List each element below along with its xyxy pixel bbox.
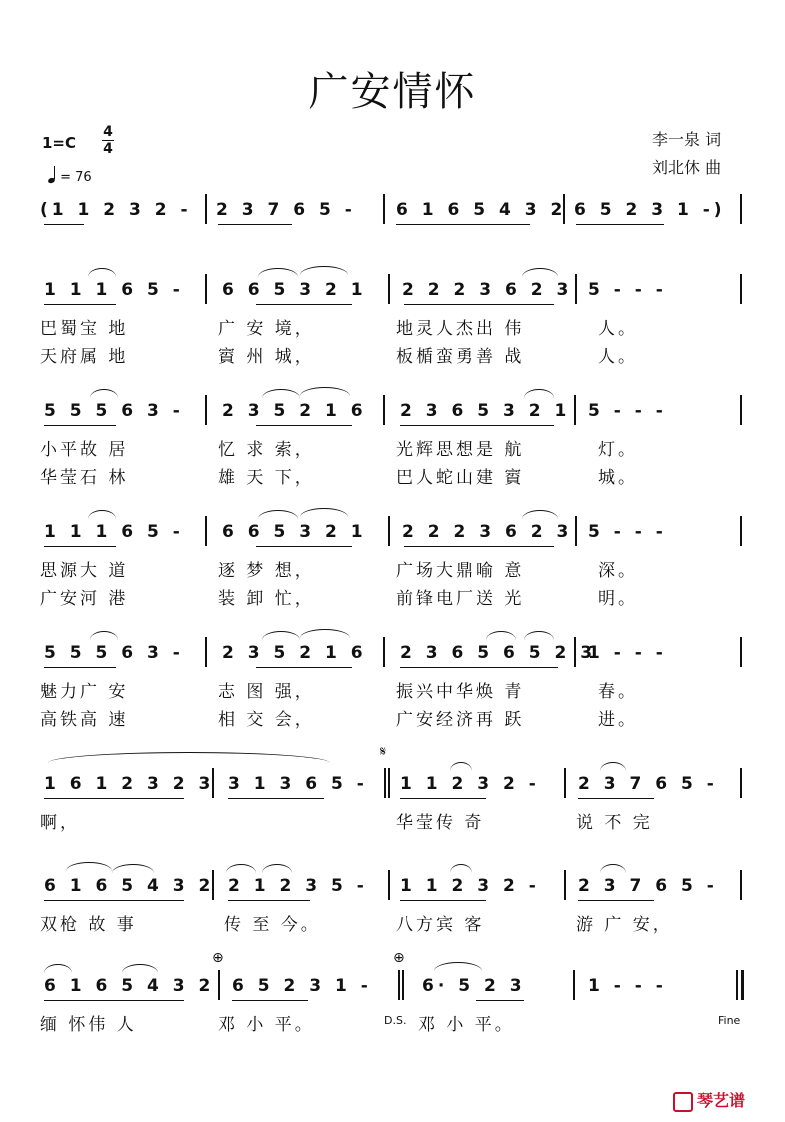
lyric-phrase: 魅力广 安 bbox=[40, 682, 129, 702]
barline bbox=[205, 395, 207, 425]
lyric-phrase: 板楯蛮勇善 战 bbox=[396, 347, 525, 367]
measure: 5 - - - bbox=[588, 280, 667, 300]
beam-underline bbox=[44, 900, 184, 901]
lyric-phrase: 华莹传 奇 bbox=[396, 813, 485, 833]
measure: 2 1 2 3 5 - bbox=[228, 876, 368, 896]
lyric-phrase: 光辉思想是 航 bbox=[396, 440, 525, 460]
lyric-phrase: 游 广 安， bbox=[576, 915, 673, 935]
lyric-phrase: 深。 bbox=[598, 561, 638, 581]
measure: 2 3 7 6 5 - bbox=[578, 876, 718, 896]
barline bbox=[384, 768, 386, 798]
barline bbox=[740, 870, 742, 900]
beam-underline bbox=[44, 1000, 184, 1001]
barline bbox=[575, 516, 577, 546]
barline bbox=[564, 870, 566, 900]
lyric-phrase: 广 安 境， bbox=[218, 319, 315, 339]
beam-underline bbox=[228, 798, 324, 799]
logo-icon bbox=[673, 1092, 693, 1112]
measure: 6 5 2 3 1 - bbox=[232, 976, 372, 996]
barline bbox=[573, 970, 575, 1000]
barline bbox=[218, 970, 220, 1000]
lyric-phrase: 春。 bbox=[598, 682, 638, 702]
lyric-phrase: 振兴中华焕 青 bbox=[396, 682, 525, 702]
notes-row bbox=[34, 280, 667, 306]
site-logo bbox=[673, 1088, 745, 1112]
lyric-phrase: 志 图 强， bbox=[218, 682, 315, 702]
lyric-phrase: 前锋电厂送 光 bbox=[396, 589, 525, 609]
beam-underline bbox=[44, 224, 84, 225]
notes-row bbox=[34, 200, 774, 226]
measure: 6 5 2 3 1 -) bbox=[574, 200, 726, 220]
beam-underline bbox=[576, 224, 664, 225]
barline bbox=[402, 970, 404, 1000]
lyric-phrase: 传 至 今。 bbox=[224, 915, 321, 935]
lyric-phrase: 忆 求 索， bbox=[218, 440, 315, 460]
time-signature-bottom: 4 bbox=[103, 141, 113, 157]
tempo-marking bbox=[48, 168, 92, 185]
lyric-phrase: 灯。 bbox=[598, 440, 638, 460]
barline bbox=[388, 274, 390, 304]
lyric-phrase: 人。 bbox=[598, 347, 638, 367]
lyric-phrase: 广场大鼎喻 意 bbox=[396, 561, 525, 581]
beam-underline bbox=[44, 798, 184, 799]
measure: 5 5 5 6 3 - bbox=[44, 401, 184, 421]
lyric-phrase: 邓 小 平。 bbox=[418, 1015, 515, 1035]
barline bbox=[740, 516, 742, 546]
barline bbox=[383, 395, 385, 425]
beam-underline bbox=[400, 798, 486, 799]
lyric-phrase: 小平故 居 bbox=[40, 440, 129, 460]
measure: 2 3 7 6 5 - bbox=[216, 200, 356, 220]
barline bbox=[740, 274, 742, 304]
lyric-phrase: 巴蜀宝 地 bbox=[40, 319, 129, 339]
measure: 6 1 6 5 4 3 2 bbox=[44, 976, 215, 996]
barline bbox=[388, 870, 390, 900]
beam-underline bbox=[400, 667, 558, 668]
barline bbox=[740, 395, 742, 425]
barline bbox=[740, 768, 742, 798]
notes-row bbox=[34, 401, 667, 427]
beam-underline bbox=[256, 667, 352, 668]
beam-underline bbox=[476, 1000, 524, 1001]
notes-row bbox=[34, 774, 718, 800]
barline bbox=[736, 970, 738, 1000]
notes-row bbox=[34, 876, 718, 902]
lyric-phrase: 思源大 道 bbox=[40, 561, 129, 581]
composer-credit: 刘北休 曲 bbox=[652, 158, 722, 177]
barline bbox=[398, 970, 400, 1000]
lyric-phrase: 明。 bbox=[598, 589, 638, 609]
lyric-phrase: 雄 天 下， bbox=[218, 468, 315, 488]
lyric-phrase: 说 不 完 bbox=[576, 813, 653, 833]
measure: 1 1 2 3 2 - bbox=[400, 876, 540, 896]
lyric-phrase: 相 交 会， bbox=[218, 710, 315, 730]
time-signature bbox=[100, 124, 116, 157]
measure: 2 3 6 5 3 2 1 bbox=[400, 401, 571, 421]
measure: 1 1 1 6 5 - bbox=[44, 280, 184, 300]
barline bbox=[205, 274, 207, 304]
lyric-phrase: 城。 bbox=[598, 468, 638, 488]
lyric-phrase: 賨 州 城， bbox=[218, 347, 315, 367]
measure: 3 1 3 6 5 - bbox=[228, 774, 368, 794]
measure: 2 2 2 3 6 2 3 bbox=[402, 280, 573, 300]
beam-underline bbox=[578, 900, 654, 901]
final-barline bbox=[741, 970, 744, 1000]
lyric-phrase: 啊， bbox=[40, 813, 80, 833]
beam-underline bbox=[44, 304, 116, 305]
lyric-phrase: 高铁高 速 bbox=[40, 710, 129, 730]
measure: 1 1 2 3 2 - bbox=[400, 774, 540, 794]
lyric-phrase: 逐 梦 想， bbox=[218, 561, 315, 581]
barline bbox=[388, 516, 390, 546]
coda-icon: ⊕ bbox=[393, 950, 405, 966]
time-signature-top: 4 bbox=[103, 124, 113, 140]
key-signature: 1=C bbox=[42, 134, 77, 152]
barline bbox=[574, 395, 576, 425]
notes-row bbox=[34, 522, 667, 548]
beam-underline bbox=[44, 667, 116, 668]
measure: 1 1 1 6 5 - bbox=[44, 522, 184, 542]
notes-row bbox=[34, 976, 667, 1002]
barline bbox=[564, 768, 566, 798]
measure: 1 6 1 2 3 2 3 bbox=[44, 774, 215, 794]
logo-text: 琴艺谱 bbox=[696, 1091, 745, 1110]
measure: 2 3 5 2 1 6 bbox=[222, 643, 367, 663]
measure: 1 - - - bbox=[588, 976, 667, 996]
note-stem bbox=[54, 166, 55, 179]
measure: 2 3 7 6 5 - bbox=[578, 774, 718, 794]
lyric-phrase: 天府属 地 bbox=[40, 347, 129, 367]
beam-underline bbox=[404, 546, 554, 547]
barline bbox=[388, 768, 390, 798]
measure: 2 2 2 3 6 2 3 bbox=[402, 522, 573, 542]
system-8 bbox=[0, 950, 785, 1116]
measure: 6 1 6 5 4 3 2 bbox=[44, 876, 215, 896]
beam-underline bbox=[578, 798, 654, 799]
lyricist-credit: 李一泉 词 bbox=[652, 130, 722, 149]
lyric-phrase: 广安经济再 跃 bbox=[396, 710, 525, 730]
barline bbox=[740, 637, 742, 667]
fine-marking: Fine bbox=[718, 1014, 741, 1027]
segno-icon: 𝄋 bbox=[380, 744, 387, 760]
beam-underline bbox=[400, 425, 554, 426]
beam-underline bbox=[256, 546, 352, 547]
measure: 6 6 5 3 2 1 bbox=[222, 522, 367, 542]
lyric-phrase: 广安河 港 bbox=[40, 589, 129, 609]
measure: 2 3 6 5 6 5 2 3 bbox=[400, 643, 597, 663]
song-title: 广安情怀 bbox=[308, 69, 477, 115]
beam-underline bbox=[256, 304, 352, 305]
measure: 6· 5 2 3 bbox=[422, 976, 526, 996]
lyric-phrase: 装 卸 忙， bbox=[218, 589, 315, 609]
lyric-phrase: 华莹石 林 bbox=[40, 468, 129, 488]
notes-row bbox=[34, 643, 667, 669]
beam-underline bbox=[218, 224, 292, 225]
barline bbox=[383, 637, 385, 667]
beam-underline bbox=[400, 900, 486, 901]
measure: (1 1 2 3 2 - bbox=[40, 200, 192, 220]
measure: 6 1 6 5 4 3 2 bbox=[396, 200, 567, 220]
beam-underline bbox=[228, 900, 310, 901]
measure: 2 3 5 2 1 6 bbox=[222, 401, 367, 421]
measure: 1 - - - bbox=[588, 643, 667, 663]
lyric-phrase: 八方宾 客 bbox=[396, 915, 485, 935]
measure: 5 - - - bbox=[588, 522, 667, 542]
tempo-value: = 76 bbox=[60, 170, 92, 185]
beam-underline bbox=[256, 425, 352, 426]
coda-icon: ⊕ bbox=[212, 950, 224, 966]
barline bbox=[205, 516, 207, 546]
lyric-phrase: 进。 bbox=[598, 710, 638, 730]
lyric-phrase: 双枪 故 事 bbox=[40, 915, 137, 935]
lyric-phrase: 缅 怀伟 人 bbox=[40, 1015, 137, 1035]
barline bbox=[575, 274, 577, 304]
beam-underline bbox=[232, 1000, 308, 1001]
lyric-phrase: 地灵人杰出 伟 bbox=[396, 319, 525, 339]
lyric-phrase: 人。 bbox=[598, 319, 638, 339]
beam-underline bbox=[44, 425, 116, 426]
measure: 5 5 5 6 3 - bbox=[44, 643, 184, 663]
beam-underline bbox=[44, 546, 116, 547]
lyric-phrase: 邓 小 平。 bbox=[218, 1015, 315, 1035]
lyric-phrase: 巴人蛇山建 賨 bbox=[396, 468, 525, 488]
measure: 5 - - - bbox=[588, 401, 667, 421]
measure: 6 6 5 3 2 1 bbox=[222, 280, 367, 300]
beam-underline bbox=[404, 304, 554, 305]
ds-marking: D.S. bbox=[384, 1014, 407, 1027]
beam-underline bbox=[396, 224, 530, 225]
barline bbox=[205, 637, 207, 667]
